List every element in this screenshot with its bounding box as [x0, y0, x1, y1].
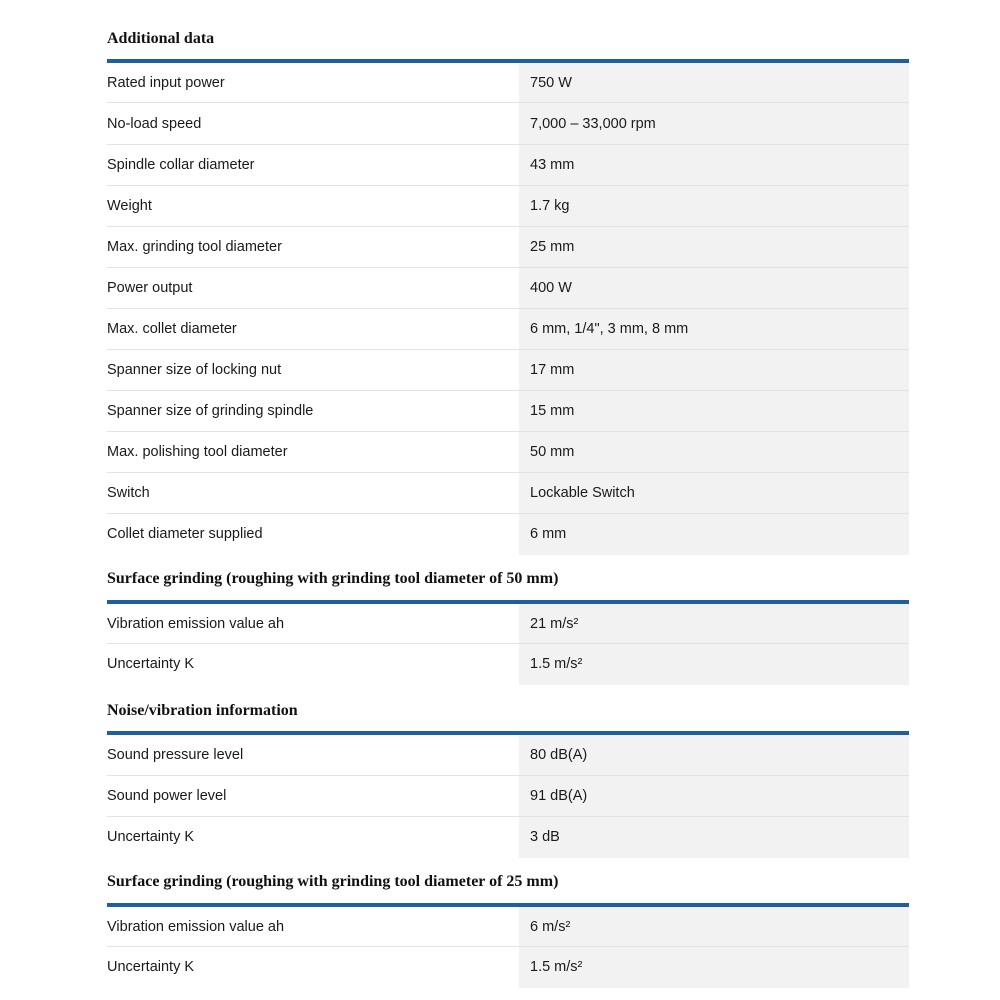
table-row	[107, 907, 909, 947]
spec-label: No-load speed	[107, 103, 519, 144]
spec-label: Max. collet diameter	[107, 309, 519, 349]
section-title: Noise/vibration information	[107, 702, 298, 719]
spec-value: 43 mm	[519, 145, 909, 185]
table-row	[107, 604, 909, 644]
section-title: Surface grinding (roughing with grinding tool diameter of 50 mm)	[107, 570, 559, 587]
spec-label: Spanner size of locking nut	[107, 350, 519, 390]
spec-table-additional-data	[107, 63, 909, 555]
spec-label: Spanner size of grinding spindle	[107, 391, 519, 431]
spec-label: Switch	[107, 473, 519, 513]
table-row	[107, 309, 909, 350]
table-row	[107, 514, 909, 555]
table-row	[107, 63, 909, 103]
table-row	[107, 145, 909, 186]
table-row	[107, 644, 909, 685]
spec-value: 21 m/s²	[519, 604, 909, 643]
section-noise-vibration	[107, 701, 298, 721]
spec-label: Sound power level	[107, 776, 519, 816]
spec-value: 1.5 m/s²	[519, 947, 909, 988]
section-surface-grinding-25mm	[107, 872, 558, 892]
spec-value: 750 W	[519, 63, 909, 102]
spec-table-surface-grinding-50mm	[107, 604, 909, 685]
spec-label: Uncertainty K	[107, 817, 519, 858]
spec-label: Spindle collar diameter	[107, 145, 519, 185]
section-surface-grinding-50mm	[107, 569, 558, 589]
spec-value: 1.7 kg	[519, 186, 909, 226]
spec-value: 1.5 m/s²	[519, 644, 909, 685]
spec-label: Uncertainty K	[107, 644, 519, 685]
spec-value: Lockable Switch	[519, 473, 909, 513]
spec-label: Sound pressure level	[107, 735, 519, 775]
spec-value: 6 m/s²	[519, 907, 909, 946]
spec-value: 50 mm	[519, 432, 909, 472]
spec-label: Weight	[107, 186, 519, 226]
table-row	[107, 432, 909, 473]
table-row	[107, 350, 909, 391]
section-title: Additional data	[107, 30, 215, 47]
table-row	[107, 947, 909, 988]
spec-label: Rated input power	[107, 63, 519, 102]
table-row	[107, 268, 909, 309]
section-title: Surface grinding (roughing with grinding tool diameter of 25 mm)	[107, 873, 559, 890]
spec-value: 3 dB	[519, 817, 909, 858]
spec-label: Collet diameter supplied	[107, 514, 519, 555]
spec-value: 25 mm	[519, 227, 909, 267]
spec-value: 91 dB(A)	[519, 776, 909, 816]
spec-table-surface-grinding-25mm	[107, 907, 909, 988]
spec-value: 400 W	[519, 268, 909, 308]
spec-label: Uncertainty K	[107, 947, 519, 988]
table-row	[107, 473, 909, 514]
spec-value: 7,000 – 33,000 rpm	[519, 103, 909, 144]
table-row	[107, 817, 909, 858]
spec-value: 15 mm	[519, 391, 909, 431]
spec-value: 80 dB(A)	[519, 735, 909, 775]
table-row	[107, 103, 909, 145]
spec-value: 17 mm	[519, 350, 909, 390]
spec-label: Vibration emission value ah	[107, 604, 519, 643]
spec-value: 6 mm, 1/4", 3 mm, 8 mm	[519, 309, 909, 349]
table-row	[107, 391, 909, 432]
spec-label: Power output	[107, 268, 519, 308]
spec-label: Max. polishing tool diameter	[107, 432, 519, 472]
spec-table-noise-vibration	[107, 735, 909, 858]
section-additional-data	[107, 29, 214, 49]
table-row	[107, 186, 909, 227]
spec-label: Vibration emission value ah	[107, 907, 519, 946]
table-row	[107, 227, 909, 268]
table-row	[107, 776, 909, 817]
table-row	[107, 735, 909, 776]
spec-value: 6 mm	[519, 514, 909, 555]
spec-label: Max. grinding tool diameter	[107, 227, 519, 267]
